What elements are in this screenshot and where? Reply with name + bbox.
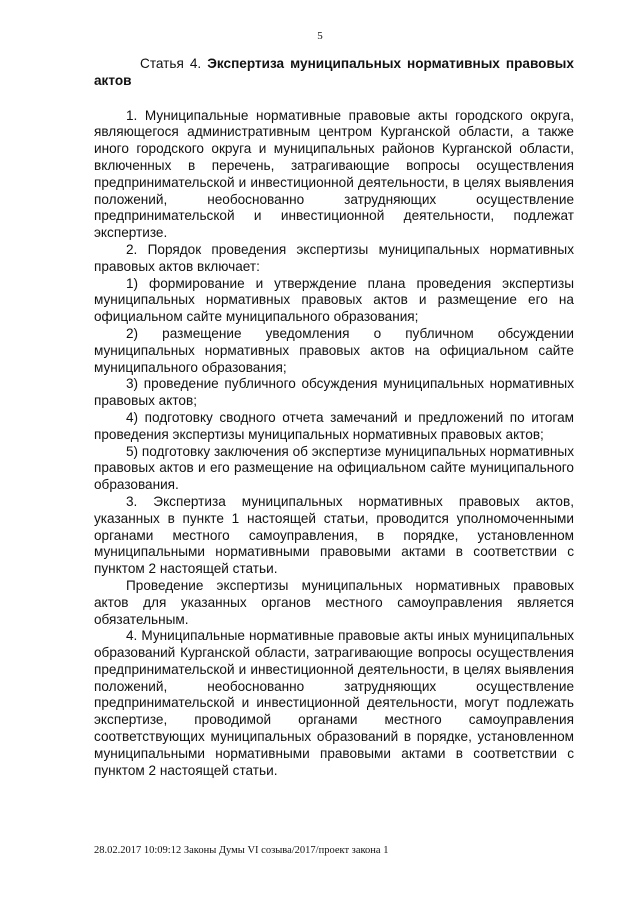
article-number: Статья 4. xyxy=(140,56,208,71)
article-heading xyxy=(94,56,574,90)
paragraph-3: 3. Экспертиза муниципальных нормативных правовых актов, указанных в пункте 1 настоящей статьи, проводится уполномоченными органами местного самоуправления, в порядке, установленном муниципальными нормативными правовыми актами в соответствии с пунктом 2 настоящей статьи. xyxy=(94,493,574,577)
list-item-5: 5) подготовку заключения об экспертизе муниципальных нормативных правовых актов и его размещение на официальном сайте муниципального образования. xyxy=(94,443,574,493)
paragraph-1: 1. Муниципальные нормативные правовые акты городского округа, являющегося административным центром Курганской области, а также иного городского округа и муниципальных районов Курганской области, включенных в перечень, затрагивающие вопросы осуществления предпринимательской и инвестиционной деятельности, в целях выявления положений, необоснованно затрудняющих осуществление предпринимательской и инвестиционной деятельности, подлежат экспертизе. xyxy=(94,107,574,241)
list-item-4: 4) подготовку сводного отчета замечаний и предложений по итогам проведения экспертизы муниципальных нормативных правовых актов; xyxy=(94,409,574,442)
list-item-3: 3) проведение публичного обсуждения муниципальных нормативных правовых актов; xyxy=(94,376,574,409)
list-item-1: 1) формирование и утверждение плана проведения экспертизы муниципальных нормативных правовых актов и размещение его на официальном сайте муниципального образования; xyxy=(94,275,574,325)
paragraph-3-continued: Проведение экспертизы муниципальных нормативных правовых актов для указанных органов местного самоуправления является обязательным. xyxy=(94,577,574,627)
article-title: Экспертиза муниципальных нормативных правовых актов xyxy=(94,56,574,88)
document-body xyxy=(94,56,574,779)
list-item-2: 2) размещение уведомления о публичном обсуждении муниципальных нормативных правовых актов на официальном сайте муниципального образования; xyxy=(94,325,574,375)
heading-spacer xyxy=(94,90,574,108)
paragraph-2: 2. Порядок проведения экспертизы муниципальных нормативных правовых актов включает: xyxy=(94,241,574,274)
page-number: 5 xyxy=(317,30,323,42)
paragraph-4: 4. Муниципальные нормативные правовые акты иных муниципальных образований Курганской области, затрагивающие вопросы осуществления предпринимательской и инвестиционной деятельности, в целях выявления положений, необоснованно затрудняющих осуществление предпринимательской и инвестиционной деятельности, могут подлежать экспертизе, проводимой органами местного самоуправления соответствующих муниципальных образований в порядке, установленном муниципальными нормативными правовыми актами в соответствии с пунктом 2 настоящей статьи. xyxy=(94,628,574,778)
document-footer: 28.02.2017 10:09:12 Законы Думы VI созыва/2017/проект закона 1 xyxy=(94,845,389,856)
